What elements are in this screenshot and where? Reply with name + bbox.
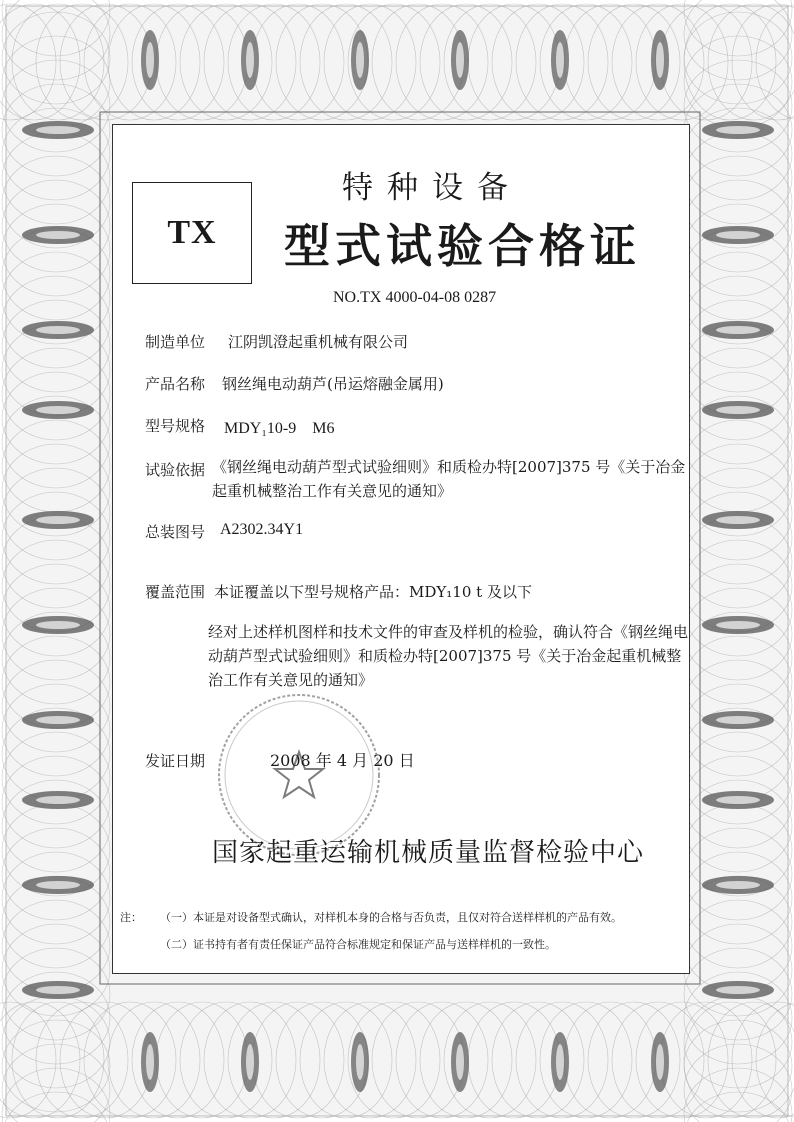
- product-name-label: 产品名称: [145, 375, 206, 393]
- drawing-no-label: 总装图号: [145, 523, 206, 541]
- issue-date-value: 2008 年 4 月 20 日: [270, 751, 415, 770]
- confirmation-text: 经对上述样机图样和技术文件的审查及样机的检验，确认符合《钢丝绳电动葫芦型式试验细则》和质检办特[2007]375 号《关于冶金起重机械整治工作有关意见的通知》: [208, 623, 689, 689]
- manufacturer-label: 制造单位: [145, 333, 206, 351]
- certificate-title: 型式试验合格证: [284, 219, 641, 273]
- notes-label: 注：: [120, 911, 142, 924]
- product-name-value: 钢丝绳电动葫芦(吊运熔融金属用): [222, 375, 444, 393]
- model-label: 型号规格: [145, 417, 206, 435]
- manufacturer-value: 江阴凯澄起重机械有限公司: [228, 333, 409, 351]
- test-basis-value: 《钢丝绳电动葫芦型式试验细则》和质检办特[2007]375 号《关于冶金起重机械整治工作有关意见的通知》: [212, 458, 686, 500]
- issuing-authority: 国家起重运输机械质量监督检验中心: [212, 838, 645, 868]
- note-item-2: （二）证书持有者有责任保证产品符合标准规定和保证产品与送样样机的一致性。: [160, 938, 556, 951]
- coverage-value: 本证覆盖以下型号规格产品：MDY₁10 t 及以下: [214, 583, 532, 601]
- drawing-no-value: A2302.34Y1: [220, 521, 304, 538]
- issue-date-label: 发证日期: [145, 752, 206, 770]
- note-item-1: （一）本证是对设备型式确认，对样机本身的合格与否负责，且仅对符合送样样机的产品有效。: [160, 911, 622, 924]
- tx-mark: TX: [167, 214, 217, 251]
- coverage-label: 覆盖范围: [145, 583, 206, 601]
- model-value: MDY₁10-9 M6: [224, 420, 335, 437]
- certificate-number: NO.TX 4000-04-08 0287: [333, 289, 497, 306]
- certificate-subtitle: 特种设备: [342, 170, 522, 206]
- tx-mark-box: [132, 182, 252, 284]
- test-basis-label: 试验依据: [145, 461, 206, 479]
